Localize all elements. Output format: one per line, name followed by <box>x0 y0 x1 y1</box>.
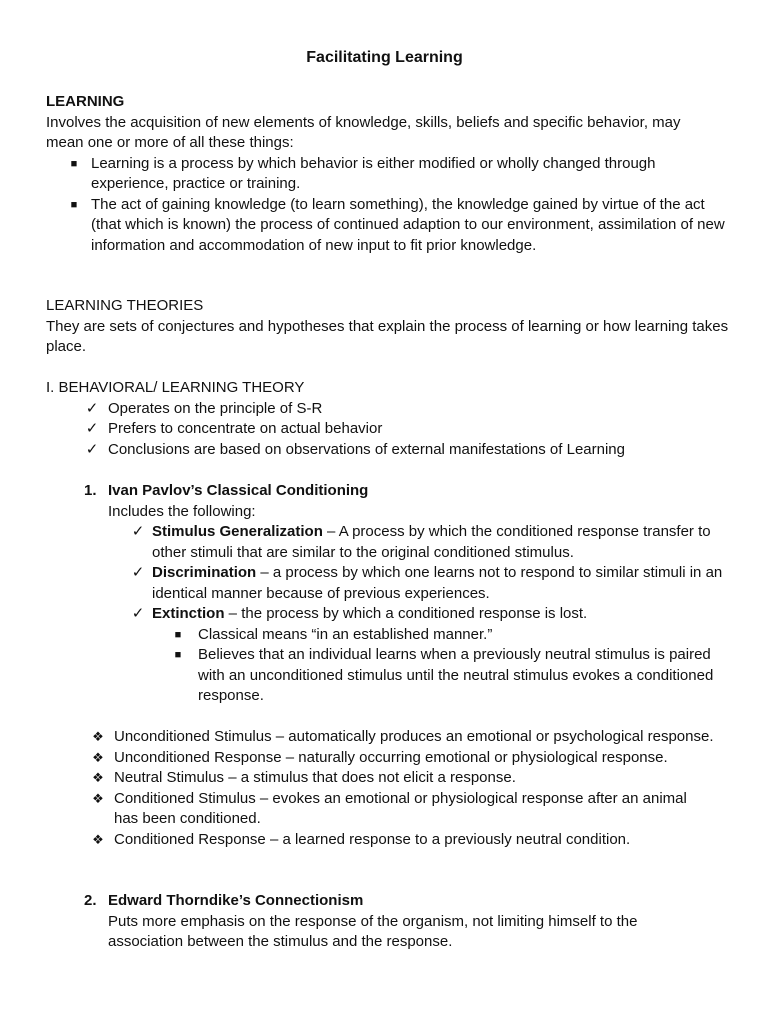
term-label: Stimulus Generalization <box>152 523 323 540</box>
list-item-text: Believes that an individual learns when a previously neutral stimulus is paired with an unconditioned stimulus until the neutral stimulus evokes a conditioned response. <box>198 646 714 704</box>
page-title: Facilitating Learning <box>306 49 463 66</box>
term-definition: – the process by which a conditioned response is lost. <box>224 605 588 622</box>
list-item <box>46 419 736 440</box>
learning-theories-text: They are sets of conjectures and hypotheses that explain the process of learning or how learning takes place. <box>46 317 729 355</box>
list-item-text: Conclusions are based on observations of external manifestations of Learning <box>108 440 625 458</box>
behavioral-heading: I. BEHAVIORAL/ LEARNING THEORY <box>46 379 305 396</box>
list-item <box>46 830 754 851</box>
checkmark-icon: ✓ <box>131 605 145 622</box>
list-item <box>46 563 730 604</box>
checkmark-icon: ✓ <box>131 564 145 581</box>
heading-number: 1. <box>84 482 97 499</box>
term-label: Extinction <box>152 605 225 622</box>
list-item <box>46 522 730 563</box>
learning-theories-section <box>46 296 736 358</box>
pavlov-sub-bullet-list <box>46 625 736 707</box>
list-item-text: Unconditioned Stimulus – automatically produces an emotional or psychological response. <box>114 728 714 745</box>
list-item-text: Prefers to concentrate on actual behavior <box>108 420 383 437</box>
pavlov-section <box>46 481 736 707</box>
pavlov-includes: Includes the following: <box>108 502 256 520</box>
behavioral-check-list <box>46 399 736 461</box>
list-item <box>46 440 736 461</box>
learning-theories-heading: LEARNING THEORIES <box>46 297 204 314</box>
square-bullet-icon: ■ <box>174 628 182 641</box>
list-item <box>46 195 736 257</box>
checkmark-icon: ✓ <box>131 523 145 540</box>
list-item <box>46 768 718 789</box>
list-item <box>46 604 730 625</box>
list-item-text: Conditioned Response – a learned response to a previously neutral condition. <box>114 830 631 848</box>
definitions-list <box>46 727 736 850</box>
learning-bullet-list <box>46 154 736 257</box>
term-definition: – a process by which one learns not to respond to similar stimuli in an identical manner because of previous experiences. <box>152 564 723 602</box>
diamond-bullet-icon: ❖ <box>92 729 104 744</box>
list-item-text: Unconditioned Response – naturally occurring emotional or physiological response. <box>114 748 668 766</box>
list-item <box>46 789 704 830</box>
list-item <box>46 748 754 769</box>
list-item-text: Learning is a process by which behavior is either modified or wholly changed through experience, practice or training. <box>91 154 656 192</box>
diamond-bullet-icon: ❖ <box>92 770 104 785</box>
term-definition: – A process by which the conditioned response transfer to other stimuli that are similar to the original conditioned stimulus. <box>152 523 711 561</box>
numbered-heading <box>46 891 736 912</box>
list-item <box>46 727 718 748</box>
thorndike-section <box>46 891 736 953</box>
checkmark-icon: ✓ <box>85 440 99 458</box>
learning-intro: Involves the acquisition of new elements of knowledge, skills, beliefs and specific behavior, may mean one or more of all these things: <box>46 113 681 151</box>
numbered-heading <box>46 481 736 502</box>
definitions-section <box>46 727 736 850</box>
pavlov-check-list <box>46 522 736 625</box>
heading-number: 2. <box>84 892 97 909</box>
behavioral-section <box>46 378 736 460</box>
list-item <box>46 625 728 646</box>
list-item-text: Operates on the principle of S-R <box>108 399 323 417</box>
learning-heading: LEARNING <box>46 93 125 110</box>
square-bullet-icon: ■ <box>174 649 182 661</box>
diamond-bullet-icon: ❖ <box>92 790 104 806</box>
list-item-text: Conditioned Stimulus – evokes an emotional or physiological response after an animal has been conditioned. <box>114 789 687 827</box>
list-item <box>46 399 736 420</box>
term-label: Discrimination <box>152 564 257 581</box>
list-item-text: Classical means “in an established manner.” <box>198 625 493 643</box>
thorndike-text: Puts more emphasis on the response of the organism, not limiting himself to the association between the stimulus and the response. <box>108 912 638 950</box>
checkmark-icon: ✓ <box>85 399 99 417</box>
learning-section <box>46 92 736 256</box>
list-item-text: The act of gaining knowledge (to learn something), the knowledge gained by virtue of the act (that which is known) the process of continued adaption to our environment, assimilation of new information and accommodation of new input to fit prior knowledge. <box>91 195 725 254</box>
list-item <box>46 154 736 195</box>
diamond-bullet-icon: ❖ <box>92 749 104 765</box>
square-bullet-icon: ■ <box>70 157 78 170</box>
checkmark-icon: ✓ <box>85 420 99 437</box>
diamond-bullet-icon: ❖ <box>92 831 104 847</box>
list-item <box>46 645 728 707</box>
square-bullet-icon: ■ <box>70 198 78 211</box>
thorndike-heading: Edward Thorndike’s Connectionism <box>108 892 364 909</box>
list-item-text: Neutral Stimulus – a stimulus that does not elicit a response. <box>114 769 516 786</box>
pavlov-heading: Ivan Pavlov’s Classical Conditioning <box>108 482 369 499</box>
